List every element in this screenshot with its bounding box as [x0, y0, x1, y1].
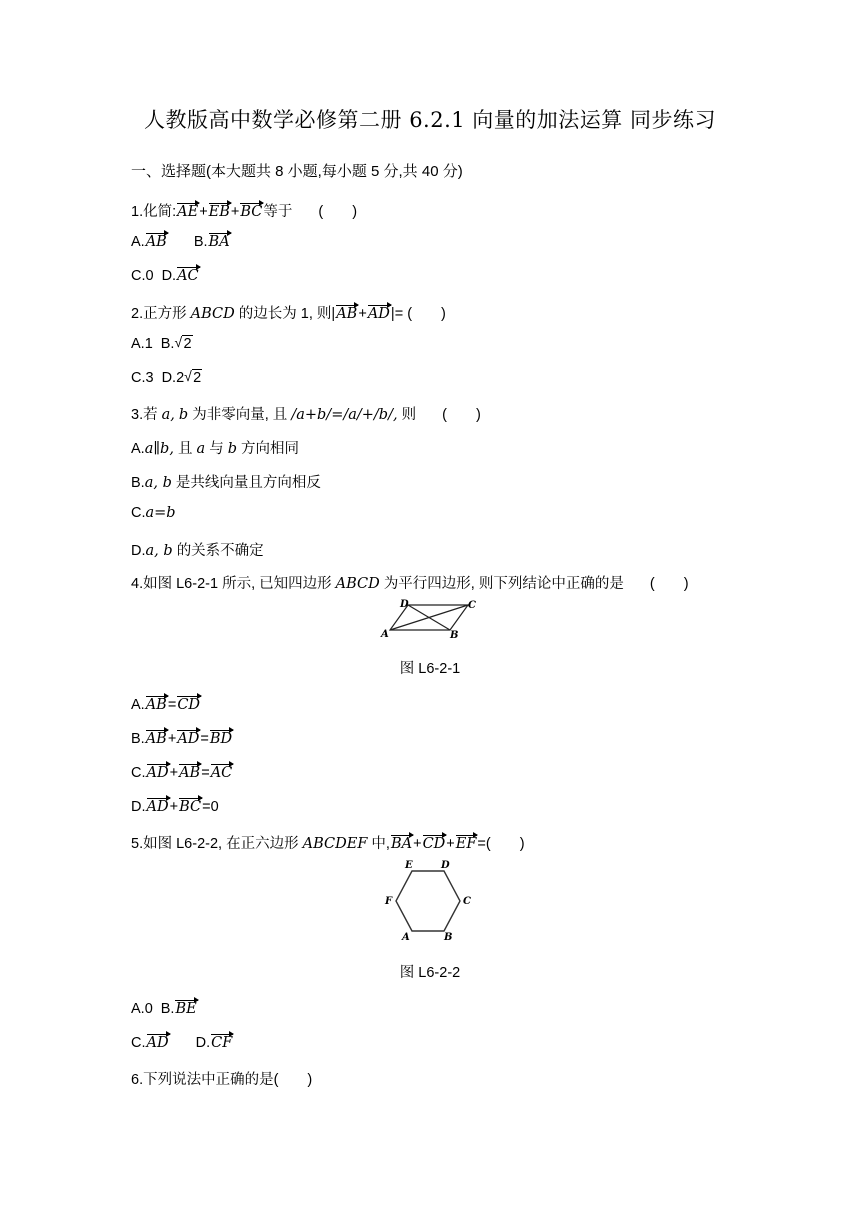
question-2-stem: 2.正方形 ABCD 的边长为 1, 则|AB+AD|= ( ): [131, 306, 446, 322]
answer-blank: ( ): [273, 1072, 313, 1088]
option-c: C.3: [131, 370, 154, 386]
sqrt-symbol: √ 2: [174, 334, 192, 352]
option-b-vector: BA: [208, 234, 230, 250]
vector-ae: AE: [177, 204, 199, 220]
vector-bc: BC: [240, 204, 263, 220]
question-4-option-b: B.AB+AD=BD: [131, 731, 233, 747]
document-title: 人教版高中数学必修第二册 6.2.1 向量的加法运算 同步练习: [144, 108, 716, 132]
question-3-option-d: D.a, b 的关系不确定: [131, 543, 264, 559]
question-4-stem: 4.如图 L6-2-1 所示, 已知四边形 ABCD 为平行四边形, 则下列结论中正确的是 ( ): [131, 576, 689, 592]
parallelogram-figure: [380, 596, 480, 642]
question-3-option-b: B.a, b 是共线向量且方向相反: [131, 475, 321, 491]
answer-blank: ( ): [442, 407, 481, 423]
answer-blank: ( ): [318, 204, 358, 220]
option-d-label: D.: [161, 268, 177, 284]
vertex-label-c: C: [468, 600, 476, 611]
vector-eb: EB: [208, 204, 230, 220]
vertex-label-e: E: [405, 860, 413, 871]
option-d-vector: AC: [177, 268, 199, 284]
vertex-label-f: F: [385, 896, 393, 907]
option-a-label: A.: [131, 234, 145, 250]
option-c: C.0: [131, 268, 154, 284]
question-2-options-cd: [131, 370, 202, 386]
question-4-option-a: A.AB=CD: [131, 697, 201, 713]
answer-blank: ( ): [485, 836, 525, 852]
hexagon-outline: [396, 871, 460, 931]
question-1-options-cd: [131, 268, 200, 284]
question-3-option-a: A.a∥b, 且 a 与 b 方向相同: [131, 441, 300, 457]
vertex-label-d: D: [400, 599, 409, 610]
answer-blank: ( ): [407, 306, 446, 322]
question-4-option-d: D.AD+BC=0: [131, 799, 219, 815]
diagonal-bd: [408, 605, 450, 630]
section-heading: 一、选择题(本大题共 8 小题,每小题 5 分,共 40 分): [131, 163, 463, 180]
vector-ab: AB: [336, 306, 358, 322]
option-a: A.1: [131, 336, 153, 352]
question-1-options-ab: [131, 234, 231, 250]
question-6-stem: 6.下列说法中正确的是( ): [131, 1072, 313, 1088]
figure-caption-1: 图 L6-2-1: [399, 661, 461, 677]
question-5-options-ab: A.0 B.BE: [131, 1001, 197, 1017]
question-5-stem: 5.如图 L6-2-2, 在正六边形 ABCDEF 中,BA+CD+EF=( ): [131, 836, 525, 852]
hexagon-figure: [380, 856, 480, 946]
option-b-label: B.: [160, 336, 175, 352]
vector-ad: AD: [367, 306, 390, 322]
vertex-label-c: C: [463, 896, 471, 907]
vertex-label-b: B: [444, 932, 453, 943]
figure-caption-2: 图 L6-2-2: [399, 965, 461, 981]
vertex-label-b: B: [450, 630, 459, 641]
question-3-option-c: C.a=b: [131, 505, 176, 521]
question-2-options-ab: [131, 336, 193, 352]
sqrt-symbol: √ 2: [184, 368, 202, 386]
question-4-option-c: C.AD+AB=AC: [131, 765, 233, 781]
option-a-vector: AB: [145, 234, 167, 250]
vertex-label-a: A: [381, 629, 389, 640]
vertex-label-d: D: [441, 860, 450, 871]
question-3-stem: 3.若 a, b 为非零向量, 且 /a+b/=/a/+/b/, 则 ( ): [131, 407, 481, 423]
option-d-label: D.2: [161, 370, 185, 386]
question-1-stem: 1.化简:AE+EB+BC等于 ( ): [131, 204, 358, 220]
vertex-label-a: A: [402, 932, 410, 943]
option-b-label: B.: [193, 234, 208, 250]
answer-blank: ( ): [649, 576, 689, 592]
question-5-options-cd: C.AD D.CF: [131, 1035, 233, 1051]
